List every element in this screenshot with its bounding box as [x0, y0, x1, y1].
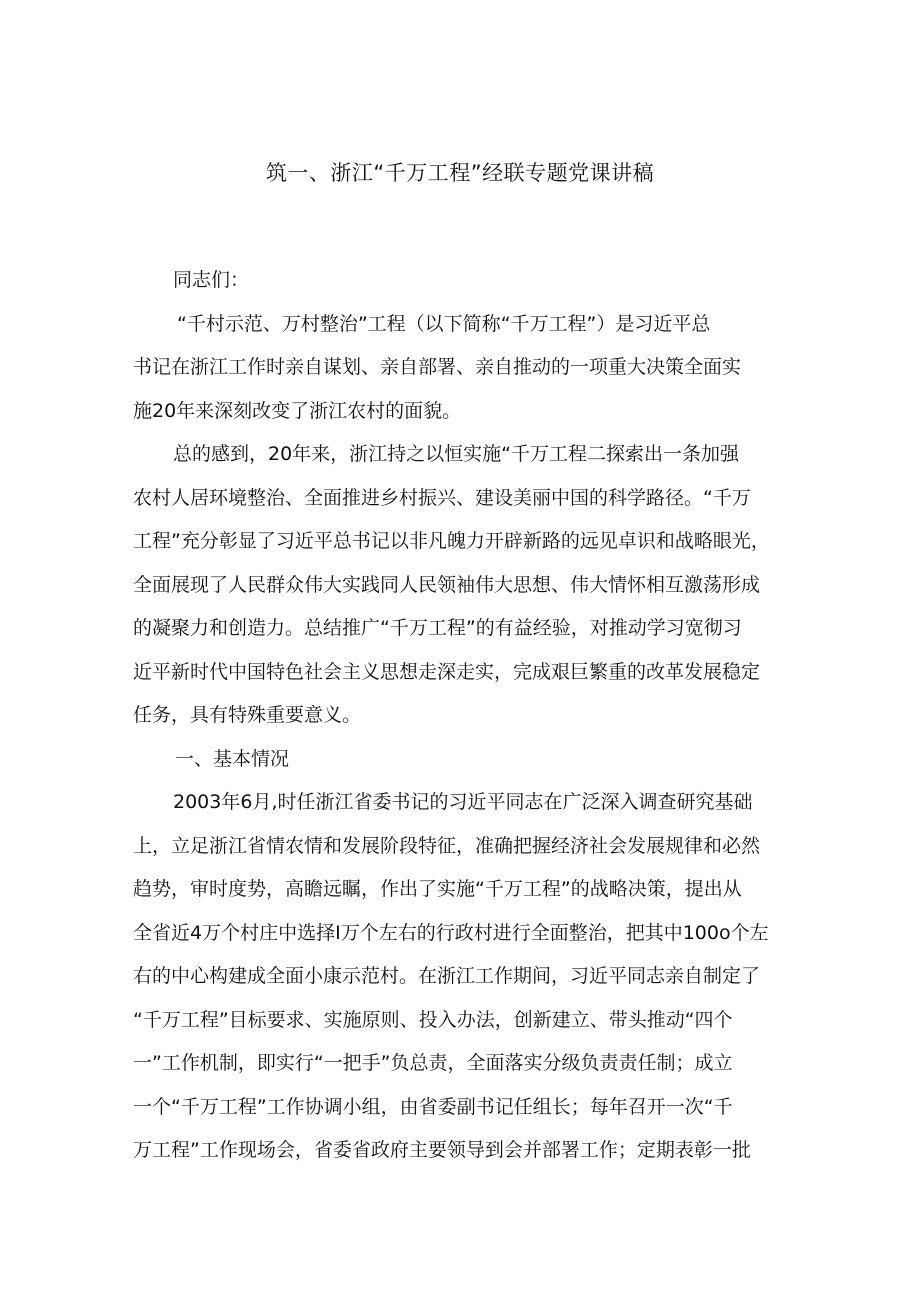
- paragraph-line: 一个“千万工程”工作协调小组，由省委副书记任组长；每年召开一次“千: [133, 1095, 733, 1118]
- paragraph-line: 书记在浙江工作时亲自谋划、亲自部署、亲自推动的一项重大决策全面实: [133, 356, 742, 378]
- section-heading: 一、基本情况: [175, 747, 290, 770]
- paragraph-line: 2003年6月,时任浙江省委书记的习近平同志在广泛深入调查研究基础: [173, 791, 753, 813]
- paragraph-line: 工程”充分彰显了习近平总书记以非凡魄力开辟新路的远见卓识和战略眼光，: [133, 530, 770, 552]
- paragraph-line: 万工程”工作现场会，省委省政府主要领导到会并部署工作；定期表彰一批: [133, 1139, 751, 1161]
- paragraph-line: 上，立足浙江省情农情和发展阶段特征，准确把握经济社会发展规律和必然: [133, 834, 761, 857]
- paragraph-line: “千村示范、万村整治”工程（以下简称“千万工程”）是习近平总: [177, 312, 711, 335]
- paragraph-line: 近平新时代中国特色社会主义思想走深走实，完成艰巨繁重的改革发展稳定: [133, 660, 761, 683]
- paragraph-line: 总的感到，20年来，浙江持之以恒实施“千万工程二探索出一条加强: [173, 443, 740, 465]
- paragraph-line: 右的中心构建成全面小康示范村。在浙江工作期间，习近平同志亲自制定了: [133, 965, 761, 987]
- paragraph-line: 趋势，审时度势，高瞻远瞩，作出了实施“千万工程”的战略决策，提出从: [133, 878, 742, 900]
- paragraph-line: 一”工作机制，即实行“一把手”负总责，全面落实分级负责责任制；成立: [133, 1052, 733, 1074]
- document-body: [133, 259, 793, 1173]
- paragraph-line: 农村人居环境整治、全面推进乡村振兴、建设美丽中国的科学路径。“千万: [133, 486, 751, 509]
- paragraph-line: 全面展现了人民群众伟大实践同人民领袖伟大思想、伟大情怀相互激荡形成: [133, 573, 761, 596]
- document-title: 筑一、浙江“千万工程”经联专题党课讲稿: [265, 161, 655, 185]
- salutation-line: 同志们：: [173, 269, 250, 291]
- paragraph-line: “千万工程”目标要求、实施原则、投入办法，创新建立、带头推动“四个: [133, 1008, 733, 1031]
- paragraph-line: 的凝聚力和创造力。总结推广“千万工程”的有益经验，对推动学习宽彻习: [133, 617, 742, 639]
- paragraph-line: 全省近4万个村庄中选择I万个左右的行政村进行全面整治，把其中100o个左: [133, 921, 769, 944]
- paragraph-line: 任务，具有特殊重要意义。: [133, 704, 362, 726]
- paragraph-line: 施20年来深刻改变了浙江农村的面貌。: [133, 399, 462, 422]
